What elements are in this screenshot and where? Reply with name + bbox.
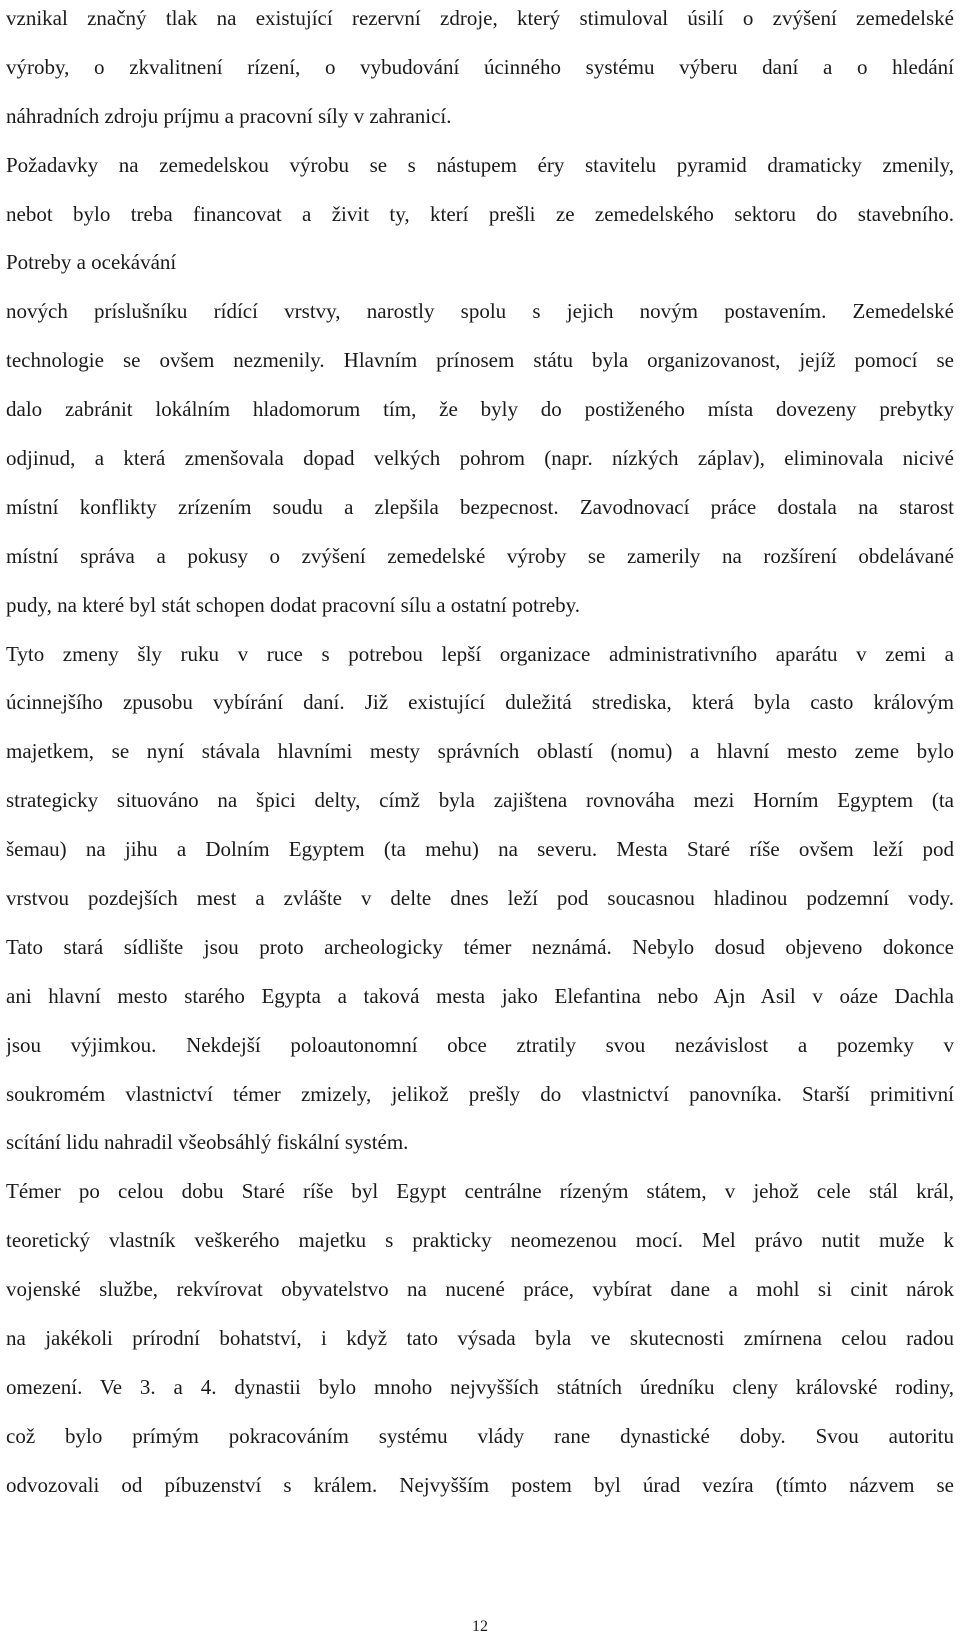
text-line-12: místní správa a pokusy o zvýšení zemedelské výroby se zamerily na rozšírení obdelávané xyxy=(6,543,954,568)
text-line-25: Témer po celou dobu Staré ríše byl Egypt centrálne rízeným státem, v jehož cele stál král, xyxy=(6,1179,954,1204)
text-line-13: pudy, na které byl stát schopen dodat pracovní sílu a ostatní potreby. xyxy=(6,592,581,617)
text-line-30: což bylo prímým pokracováním systému vlády rane dynastické doby. Svou autoritu xyxy=(6,1423,954,1448)
text-line-18: šemau) na jihu a Dolním Egyptem (ta mehu) na severu. Mesta Staré ríše ovšem leží pod xyxy=(6,837,954,862)
text-line-26: teoretický vlastník veškerého majetku s prakticky neomezenou mocí. Mel právo nutit muže k xyxy=(6,1228,954,1253)
text-line-16: majetkem, se nyní stávala hlavními mesty správních oblastí (nomu) a hlavní mesto zeme bylo xyxy=(6,739,954,764)
text-line-21: ani hlavní mesto starého Egypta a taková mesta jako Elefantina nebo Ajn Asil v oáze Dachla xyxy=(6,983,954,1008)
text-line-2: výroby, o zkvalitnení rízení, o vybudování úcinného systému výberu daní a o hledání xyxy=(6,54,954,79)
text-line-31: odvozovali od píbuzenství s králem. Nejvyšším postem byl úrad vezíra (tímto názvem se xyxy=(6,1472,954,1497)
text-line-4: Požadavky na zemedelskou výrobu se s nástupem éry stavitelu pyramid dramaticky zmenily, xyxy=(6,152,954,177)
text-line-24: scítání lidu nahradil všeobsáhlý fiskální systém. xyxy=(6,1130,409,1155)
text-line-22: jsou výjimkou. Nekdejší poloautonomní obce ztratily svou nezávislost a pozemky v xyxy=(6,1032,954,1057)
text-line-7: nových príslušníku rídící vrstvy, narostly spolu s jejich novým postavením. Zemedelské xyxy=(6,299,954,324)
text-line-10: odjinud, a která zmenšovala dopad velkých pohrom (napr. nízkých záplav), eliminovala nicivé xyxy=(6,446,954,471)
text-line-29: omezení. Ve 3. a 4. dynastii bylo mnoho nejvyšších státních úredníku cleny královské rodiny, xyxy=(6,1374,954,1399)
page-number: 12 xyxy=(472,1618,488,1635)
text-line-19: vrstvou pozdejších mest a zvlášte v delte dnes leží pod soucasnou hladinou podzemní vody. xyxy=(6,886,954,911)
text-line-28: na jakékoli prírodní bohatství, i když tato výsada byla ve skutecnosti zmírnena celou radou xyxy=(6,1326,954,1351)
text-line-23: soukromém vlastnictví témer zmizely, jelikož prešly do vlastnictví panovníka. Starší primitivní xyxy=(6,1081,954,1106)
text-line-20: Tato stará sídlište jsou proto archeologicky témer neznámá. Nebylo dosud objeveno dokonce xyxy=(6,934,954,959)
text-line-8: technologie se ovšem nezmenily. Hlavním prínosem státu byla organizovanost, jejíž pomocí se xyxy=(6,348,954,373)
text-line-11: místní konflikty zrízením soudu a zlepšila bezpecnost. Zavodnovací práce dostala na starost xyxy=(6,494,954,519)
text-line-6: Potreby a ocekávání xyxy=(6,250,177,275)
text-line-17: strategicky situováno na špici delty, címž byla zajištena rovnováha mezi Horním Egyptem (ta xyxy=(6,788,954,813)
text-line-3: náhradních zdroju príjmu a pracovní síly v zahranicí. xyxy=(6,103,452,128)
text-line-9: dalo zabránit lokálním hladomorum tím, že byly do postiženého místa dovezeny prebytky xyxy=(6,397,954,422)
text-line-14: Tyto zmeny šly ruku v ruce s potrebou lepší organizace administrativního aparátu v zemi a xyxy=(6,641,954,666)
text-line-1: vznikal značný tlak na existující rezervní zdroje, který stimuloval úsilí o zvýšení zemedelské xyxy=(6,6,954,30)
text-line-27: vojenské službe, rekvírovat obyvatelstvo na nucené práce, vybírat dane a mohl si cinit nárok xyxy=(6,1277,954,1302)
text-line-5: nebot bylo treba financovat a živit ty, kterí prešli ze zemedelského sektoru do stavebního. xyxy=(6,201,954,226)
document-body xyxy=(6,0,954,1510)
text-line-15: úcinnejšího zpusobu vybírání daní. Již existující duležitá strediska, která byla casto královým xyxy=(6,690,954,715)
